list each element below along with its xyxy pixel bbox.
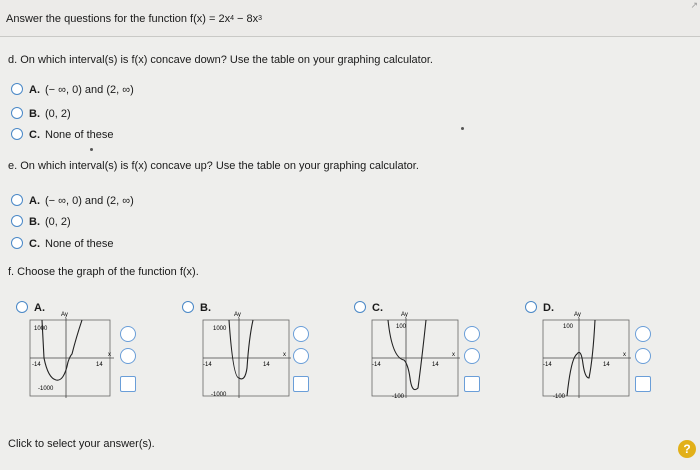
y-axis-label: Ay	[61, 312, 68, 318]
question-e-text: e. On which interval(s) is f(x) concave up? Use the table on your graphing calculator.	[8, 160, 419, 172]
option-d-b[interactable]: B. (0, 2)	[11, 106, 71, 122]
footer-instruction: Click to select your answer(s).	[8, 438, 155, 450]
x-right-tick: 14	[603, 362, 610, 368]
graph-d	[523, 312, 673, 402]
x-right-tick: 14	[263, 362, 270, 368]
y-bottom-tick: -100	[553, 394, 566, 400]
graph-c	[352, 312, 502, 402]
zoom-in-icon[interactable]	[120, 326, 136, 342]
radio-icon[interactable]	[354, 301, 366, 313]
x-axis-label: x	[623, 352, 626, 358]
x-left-tick: -14	[203, 362, 212, 368]
radio-icon[interactable]	[11, 107, 23, 119]
stray-dot	[90, 148, 93, 151]
expand-icon[interactable]	[635, 376, 651, 392]
radio-icon[interactable]	[11, 128, 23, 140]
y-axis-label: Ay	[234, 312, 241, 318]
zoom-out-icon[interactable]	[293, 348, 309, 364]
instructions: Answer the questions for the function $f(x) = 2x^4 - 8x^3$	[6, 13, 263, 25]
zoom-out-icon[interactable]	[464, 348, 480, 364]
question-f-text: f. Choose the graph of the function f(x).	[8, 266, 199, 278]
y-axis-label: Ay	[401, 312, 408, 318]
zoom-out-icon[interactable]	[635, 348, 651, 364]
graph-option-d[interactable]: D.	[525, 300, 554, 316]
zoom-out-icon[interactable]	[120, 348, 136, 364]
option-e-a[interactable]: A. (− ∞, 0) and (2, ∞)	[11, 193, 134, 209]
graph-b	[183, 312, 333, 402]
expand-icon[interactable]	[464, 376, 480, 392]
y-bottom-tick: -100	[392, 394, 405, 400]
radio-icon[interactable]	[11, 237, 23, 249]
zoom-in-icon[interactable]	[635, 326, 651, 342]
header-bar	[0, 0, 700, 37]
y-top-tick: 1000	[213, 326, 227, 332]
graph-option-a[interactable]: A.	[16, 300, 45, 316]
x-right-tick: 14	[96, 362, 103, 368]
help-button[interactable]: ?	[678, 440, 696, 458]
graph-option-c[interactable]: C.	[354, 300, 383, 316]
question-d-text: d. On which interval(s) is f(x) concave down? Use the table on your graphing calculator.	[8, 54, 433, 66]
option-e-c[interactable]: C. None of these	[11, 236, 114, 252]
expand-icon[interactable]	[293, 376, 309, 392]
corner-mark: ↗	[690, 0, 698, 10]
x-axis-label: x	[108, 352, 111, 358]
y-top-tick: 1000	[34, 326, 48, 332]
x-left-tick: -14	[32, 362, 41, 368]
radio-icon[interactable]	[182, 301, 194, 313]
x-axis-label: x	[283, 352, 286, 358]
y-axis-label: Ay	[574, 312, 581, 318]
y-bottom-tick: -1000	[38, 386, 54, 392]
y-top-tick: 100	[563, 324, 574, 330]
x-axis-label: x	[452, 352, 455, 358]
graph-option-b[interactable]: B.	[182, 300, 211, 316]
zoom-in-icon[interactable]	[464, 326, 480, 342]
stray-dot	[461, 127, 464, 130]
expand-icon[interactable]	[120, 376, 136, 392]
radio-icon[interactable]	[16, 301, 28, 313]
radio-icon[interactable]	[525, 301, 537, 313]
option-d-c[interactable]: C. None of these	[11, 127, 114, 143]
y-top-tick: 100	[396, 324, 407, 330]
x-right-tick: 14	[432, 362, 439, 368]
y-bottom-tick: -1000	[211, 392, 227, 398]
x-left-tick: -14	[543, 362, 552, 368]
option-d-a[interactable]: A. (− ∞, 0) and (2, ∞)	[11, 82, 134, 98]
radio-icon[interactable]	[11, 194, 23, 206]
x-left-tick: -14	[372, 362, 381, 368]
zoom-in-icon[interactable]	[293, 326, 309, 342]
radio-icon[interactable]	[11, 215, 23, 227]
option-e-b[interactable]: B. (0, 2)	[11, 214, 71, 230]
graph-a	[10, 312, 160, 402]
radio-icon[interactable]	[11, 83, 23, 95]
